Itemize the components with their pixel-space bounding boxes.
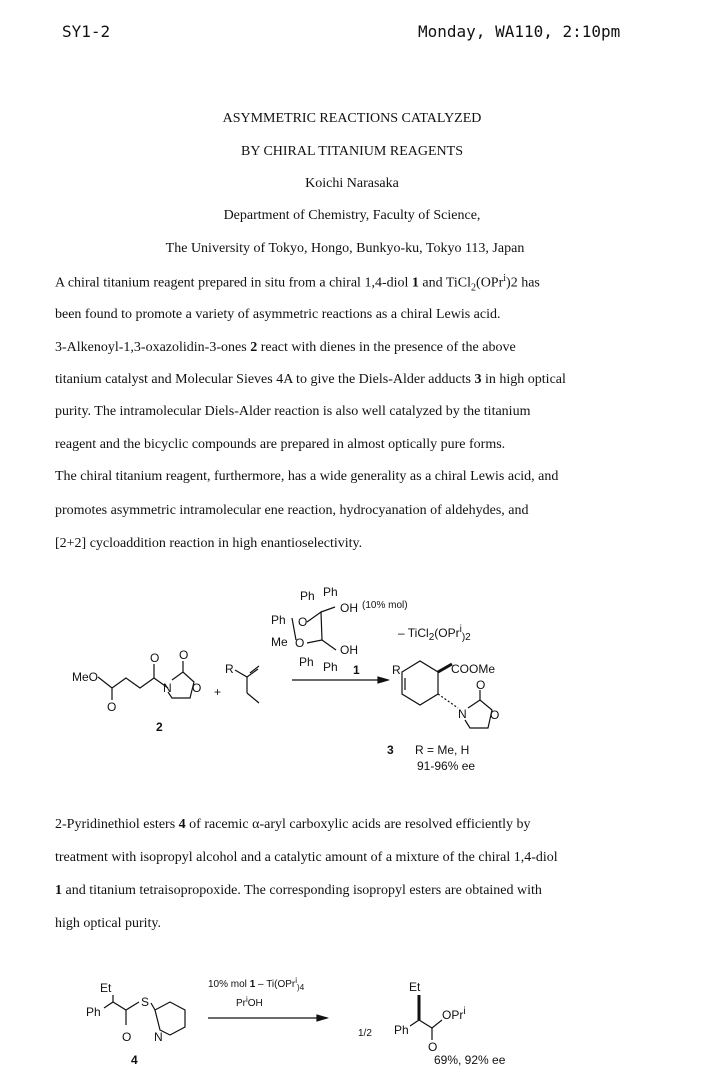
label: O bbox=[107, 700, 117, 714]
label: O bbox=[192, 681, 202, 695]
label: Ph bbox=[394, 1023, 409, 1037]
label: O bbox=[179, 648, 189, 662]
arrowhead bbox=[378, 677, 388, 683]
text-line: purity. The intramolecular Diels-Alder reaction is also well catalyzed by the titanium bbox=[55, 404, 531, 419]
compound-ref: 1 bbox=[411, 275, 419, 291]
label: OH bbox=[340, 643, 358, 657]
bond bbox=[322, 640, 336, 650]
label: R bbox=[225, 662, 234, 676]
text: A chiral titanium reagent prepared in situ from a chiral 1,4-diol bbox=[55, 275, 412, 291]
text-line: treatment with isopropyl alcohol and a catalytic amount of a mixture of the chiral 1,4-diol bbox=[55, 850, 558, 865]
bond bbox=[410, 1020, 442, 1028]
bond bbox=[321, 607, 335, 612]
text: 2 bbox=[471, 282, 477, 294]
text-line: high optical purity. bbox=[55, 916, 162, 931]
compound-label: 3 bbox=[387, 743, 394, 757]
text: titanium catalyst and Molecular Sieves 4A to give the Diels-Alder adducts bbox=[55, 372, 475, 387]
label: OPr$^i$ bbox=[442, 1006, 466, 1022]
bond bbox=[98, 677, 168, 688]
session-code: SY1-2 bbox=[62, 22, 111, 41]
label: N bbox=[458, 707, 467, 721]
text: 2-Pyridinethiol esters bbox=[55, 817, 179, 832]
scheme-diels-alder bbox=[72, 585, 499, 773]
label: OH bbox=[340, 601, 358, 615]
label: 1/2 bbox=[358, 1028, 372, 1039]
compound-label: 4 bbox=[131, 1053, 138, 1067]
bond bbox=[104, 1002, 139, 1010]
bond bbox=[151, 1003, 155, 1010]
bond bbox=[292, 618, 296, 640]
compound-label: 2 bbox=[156, 720, 163, 734]
cyclohexene-ring bbox=[402, 661, 438, 705]
label: Ph bbox=[299, 655, 314, 669]
plus-sign: + bbox=[214, 685, 222, 699]
label: Ph bbox=[86, 1005, 101, 1019]
text: of racemic α-aryl carboxylic acids are resolved efficiently by bbox=[185, 817, 531, 832]
label: O bbox=[150, 651, 160, 665]
yield-ee: 69%, 92% ee bbox=[434, 1053, 506, 1067]
label: N bbox=[163, 681, 172, 695]
text: 3-Alkenoyl-1,3-oxazolidin-3-ones bbox=[55, 340, 251, 355]
label: O bbox=[428, 1040, 438, 1054]
oxazolidinone-ring bbox=[465, 700, 492, 728]
compound-ref: 2 bbox=[250, 340, 258, 355]
compound-ref: 4 bbox=[178, 817, 186, 832]
label: N bbox=[154, 1030, 163, 1044]
label: O bbox=[122, 1030, 132, 1044]
text: and TiCl bbox=[418, 275, 472, 291]
text: i bbox=[503, 273, 507, 284]
author: Koichi Narasaka bbox=[305, 176, 399, 191]
label: O bbox=[476, 678, 486, 692]
arrowhead bbox=[317, 1015, 327, 1021]
text: and titanium tetraisopropoxide. The corresponding isopropyl esters are obtained with bbox=[62, 883, 542, 898]
text: )2 has bbox=[506, 275, 540, 291]
substituent-definition: R = Me, H bbox=[415, 743, 470, 757]
label: Et bbox=[409, 980, 421, 994]
bond bbox=[438, 694, 458, 708]
text: react with dienes in the presence of the above bbox=[257, 340, 516, 355]
text-line: reagent and the bicyclic compounds are prepared in almost optically pure forms. bbox=[55, 437, 506, 452]
label: Ph bbox=[323, 660, 338, 674]
dioxolane-ring bbox=[307, 612, 322, 643]
affiliation-2: The University of Tokyo, Hongo, Bunkyo-ku, Tokyo 113, Japan bbox=[165, 241, 525, 256]
scheme-kinetic-resolution bbox=[86, 976, 506, 1067]
label: COOMe bbox=[451, 662, 496, 676]
reaction-conditions: 10% mol 1 – Ti(OPr$^i_{)4}$ bbox=[208, 976, 305, 992]
label: Et bbox=[100, 981, 112, 995]
compound-label: 1 bbox=[353, 663, 360, 677]
label: MeO bbox=[72, 670, 99, 684]
label: Me bbox=[271, 635, 288, 649]
label: Ph bbox=[300, 589, 315, 603]
compound-ref: 3 bbox=[474, 372, 482, 387]
label: Ph bbox=[271, 613, 286, 627]
reaction-solvent: Pr$^i$OH bbox=[236, 995, 263, 1009]
session-time: Monday, WA110, 2:10pm bbox=[418, 22, 621, 41]
label: Ph bbox=[323, 585, 338, 599]
catalyst-reagent: – TiCl$_2$(OPr$^i_{)2}$ bbox=[398, 624, 471, 643]
label: O bbox=[490, 708, 500, 722]
text-line: been found to promote a variety of asymmetric reactions as a chiral Lewis acid. bbox=[55, 307, 501, 322]
text-line: The chiral titanium reagent, furthermore, has a wide generality as a chiral Lewis acid, and bbox=[55, 469, 559, 484]
title-line-2: BY CHIRAL TITANIUM REAGENTS bbox=[241, 144, 463, 159]
text-line: [2+2] cycloaddition reaction in high enantioselectivity. bbox=[55, 536, 363, 551]
catalyst-loading: (10% mol) bbox=[362, 600, 408, 611]
oxazolidinone-ring bbox=[168, 672, 194, 698]
text: in high optical bbox=[481, 372, 566, 387]
bond bbox=[438, 664, 452, 672]
title-line-1: ASYMMETRIC REACTIONS CATALYZED bbox=[222, 111, 482, 126]
bond bbox=[247, 693, 259, 703]
enantiomeric-excess: 91-96% ee bbox=[417, 759, 476, 773]
label: O bbox=[295, 636, 305, 650]
text-line: promotes asymmetric intramolecular ene reaction, hydrocyanation of aldehydes, and bbox=[55, 503, 529, 518]
text: (OPr bbox=[476, 275, 504, 291]
affiliation-1: Department of Chemistry, Faculty of Science, bbox=[223, 208, 481, 223]
compound-ref: 1 bbox=[55, 883, 62, 898]
label: R bbox=[392, 663, 401, 677]
label: S bbox=[141, 995, 150, 1009]
label: O bbox=[298, 615, 308, 629]
